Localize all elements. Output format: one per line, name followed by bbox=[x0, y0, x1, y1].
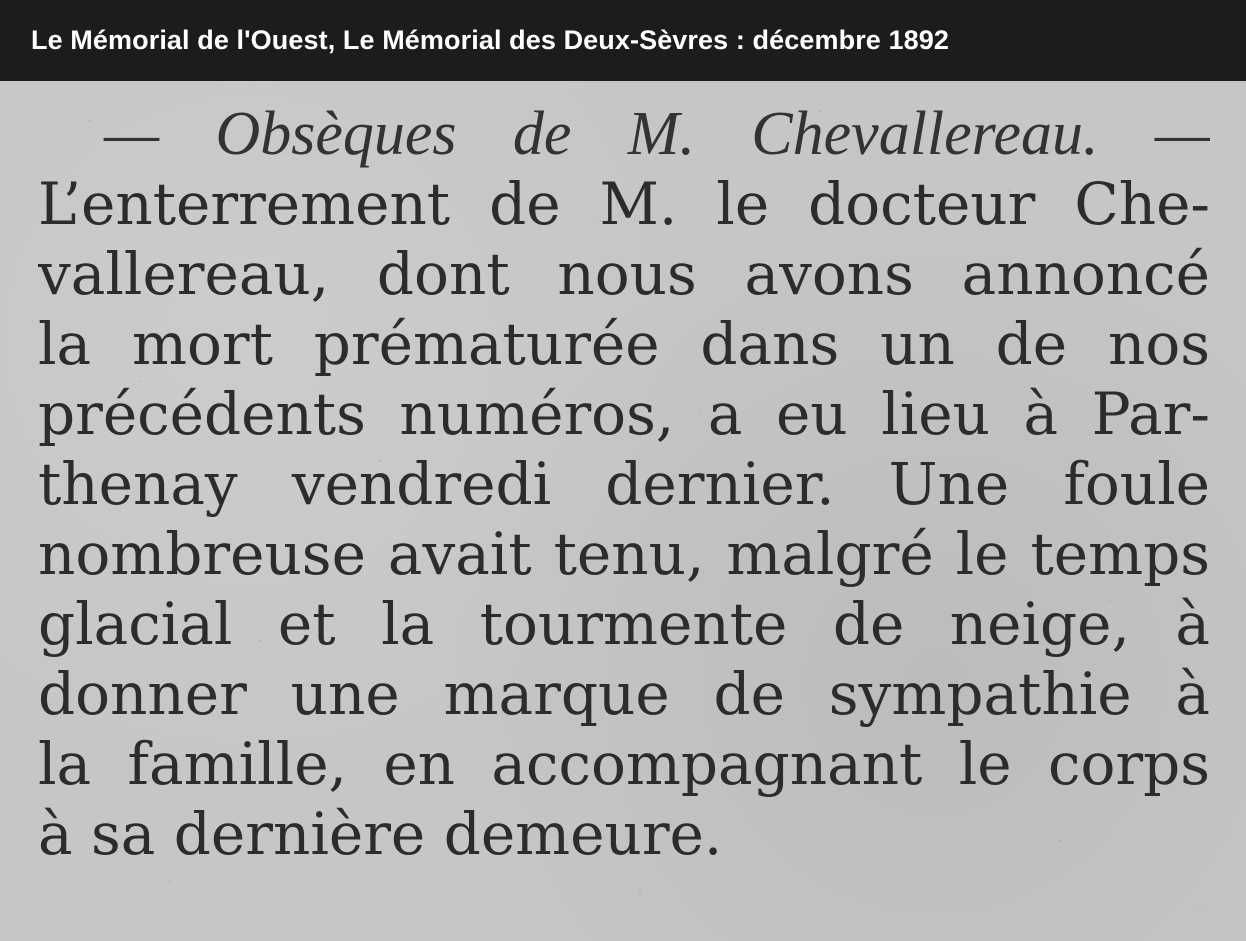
article-line: à sa dernière demeure. bbox=[38, 800, 723, 868]
article-line: donner une marque de sympathie à bbox=[38, 660, 1210, 728]
source-caption: Le Mémorial de l'Ouest, Le Mémorial des Deux-Sèvres : décembre 1892 bbox=[31, 25, 949, 55]
article-line: la mort prématurée dans un de nos bbox=[38, 310, 1210, 378]
article-line: précédents numéros, a eu lieu à Par- bbox=[38, 380, 1210, 448]
article-line: thenay vendredi dernier. Une foule bbox=[38, 450, 1210, 518]
article-line: la famille, en accompagnant le corps bbox=[38, 730, 1210, 798]
caption-bar bbox=[0, 0, 1246, 81]
newspaper-clipping bbox=[0, 81, 1246, 941]
article bbox=[38, 99, 1210, 869]
article-line: vallereau, dont nous avons annoncé bbox=[38, 240, 1210, 308]
article-headline: — Obsèques de M. Chevallereau. — bbox=[104, 100, 1210, 168]
article-line: glacial et la tourmente de neige, à bbox=[38, 590, 1210, 658]
article-line: nombreuse avait tenu, malgré le temps bbox=[38, 520, 1210, 588]
article-line: L’enterrement de M. le docteur Che- bbox=[38, 170, 1210, 238]
